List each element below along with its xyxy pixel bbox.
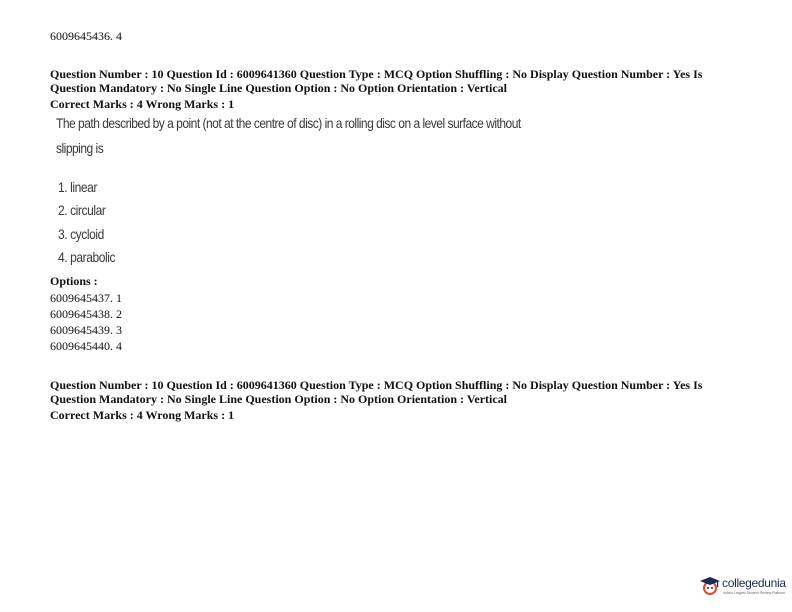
option-id: 6009645437. 1	[50, 291, 122, 305]
question-header-line: Question Number : 10 Question Id : 6009641360 Question Type : MCQ Option Shuffling : No Display Question Number : Yes Is	[50, 67, 703, 81]
graduate-cap-icon	[698, 574, 722, 598]
choice-item: 4. parabolic	[58, 249, 116, 265]
previous-option-id: 6009645436. 4	[50, 29, 122, 43]
marks-line: Correct Marks : 4 Wrong Marks : 1	[50, 97, 235, 111]
question-header-line: Question Mandatory : No Single Line Question Option : No Option Orientation : Vertical	[50, 81, 508, 95]
question-header-line: Question Mandatory : No Single Line Question Option : No Option Orientation : Vertical	[50, 392, 508, 406]
brand-name: collegedunia	[722, 576, 786, 590]
question-text-line: The path described by a point (not at the centre of disc) in a rolling disc on a level surface without	[56, 115, 521, 131]
option-id: 6009645440. 4	[50, 339, 122, 353]
option-id: 6009645438. 2	[50, 307, 122, 321]
marks-line: Correct Marks : 4 Wrong Marks : 1	[50, 408, 235, 422]
question-text-line: slipping is	[56, 140, 104, 156]
choice-item: 2. circular	[58, 202, 106, 218]
choice-item: 3. cycloid	[58, 226, 104, 242]
question-header	[50, 67, 750, 111]
options-label: Options :	[50, 274, 98, 288]
option-id: 6009645439. 3	[50, 323, 122, 337]
question-header	[50, 378, 750, 422]
question-header-line: Question Number : 10 Question Id : 6009641360 Question Type : MCQ Option Shuffling : No Display Question Number : Yes Is	[50, 378, 703, 392]
brand-tagline: India's Largest Student Review Platform	[723, 591, 786, 595]
collegedunia-watermark	[698, 572, 790, 602]
choice-item: 1. linear	[58, 179, 97, 195]
